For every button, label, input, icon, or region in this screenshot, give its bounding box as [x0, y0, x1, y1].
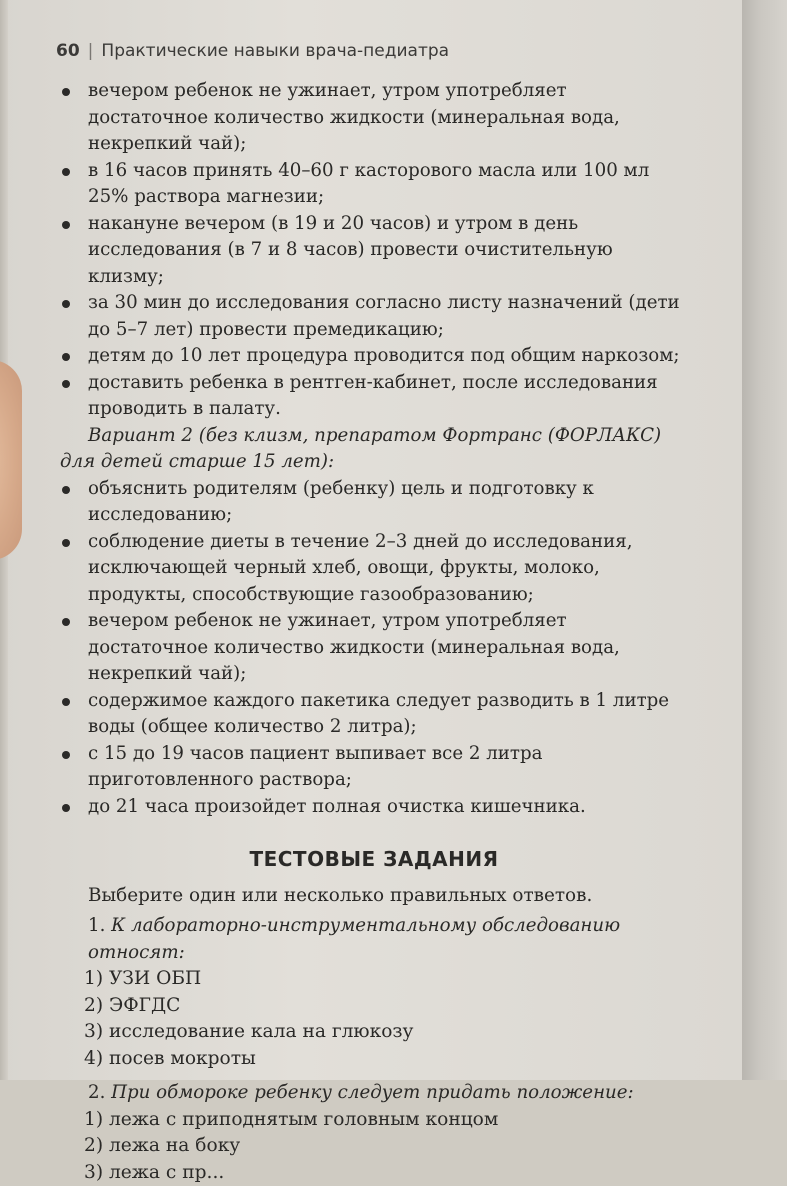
section-heading-tests: ТЕСТОВЫЕ ЗАДАНИЯ: [249, 847, 499, 871]
list-item: вечером ребенок не ужинает, утром употребляет достаточное количество жидкости (минеральная вода, некрепкий чай);: [60, 78, 688, 158]
list-item: с 15 до 19 часов пациент выпивает все 2 литра приготовленного раствора;: [60, 741, 688, 794]
list-item: до 21 часа произойдет полная очистка кишечника.: [60, 794, 688, 821]
question-text: К лабораторно-инструментальному обследованию относят:: [88, 915, 621, 963]
answer-option: 3) исследование кала на глюкозу: [84, 1021, 414, 1042]
list-item: доставить ребенка в рентген-кабинет, после исследования проводить в палату.: [60, 370, 688, 423]
question-number: 2.: [88, 1082, 106, 1103]
answer-option: 2) ЭФГДС: [84, 994, 181, 1016]
list-item: объяснить родителям (ребенку) цель и подготовку к исследованию;: [60, 476, 688, 529]
list-item: в 16 часов принять 40–60 г касторового масла или 100 мл 25% раствора магнезии;: [60, 158, 688, 211]
answer-option: 2) лежа на боку: [84, 1135, 241, 1156]
question-text: При обмороке ребенку следует придать положение:: [111, 1082, 634, 1103]
page-number: 60: [56, 41, 80, 61]
thumb-holding-book: [0, 360, 22, 560]
list-item: накануне вечером (в 19 и 20 часов) и утром в день исследования (в 7 и 8 часов) провести очистительную клизму;: [60, 211, 688, 291]
answer-option: 4) посев мокроты: [84, 1047, 256, 1069]
list-item: содержимое каждого пакетика следует разводить в 1 литре воды (общее количество 2 литра);: [60, 688, 688, 741]
running-title: Практические навыки врача-педиатра: [101, 41, 450, 61]
list-item: детям до 10 лет процедура проводится под общим наркозом;: [60, 343, 688, 370]
next-page-edge: [742, 0, 787, 1080]
tests-instruction: Выберите один или несколько правильных ответов.: [88, 884, 593, 906]
header-separator: |: [87, 41, 94, 61]
list-item: вечером ребенок не ужинает, утром употребляет достаточное количество жидкости (минеральная вода, некрепкий чай);: [60, 608, 688, 688]
answer-option-cut-off: 3) лежа с пр...: [84, 1161, 225, 1183]
bullet-list-variant-1: [60, 78, 688, 423]
running-header: [56, 36, 696, 66]
variant-2-heading: Вариант 2 (без клизм, препаратом Фортранс (ФОРЛАКС) для детей старше 15 лет):: [60, 424, 662, 472]
answer-option: 1) УЗИ ОБП: [84, 968, 202, 989]
list-item: за 30 мин до исследования согласно листу назначений (дети до 5–7 лет) провести премедикацию;: [60, 290, 688, 343]
bullet-list-variant-2: [60, 476, 688, 821]
list-item: соблюдение диеты в течение 2–3 дней до исследования, исключающей черный хлеб, овощи, фрукты, молоко, продукты, способствующие газообразованию;: [60, 529, 688, 609]
page-content: [60, 78, 688, 1183]
question-number: 1.: [88, 915, 106, 936]
question-1: [60, 913, 688, 966]
answer-option: 1) лежа с приподнятым головным концом: [84, 1108, 499, 1130]
question-2: [60, 1080, 688, 1107]
